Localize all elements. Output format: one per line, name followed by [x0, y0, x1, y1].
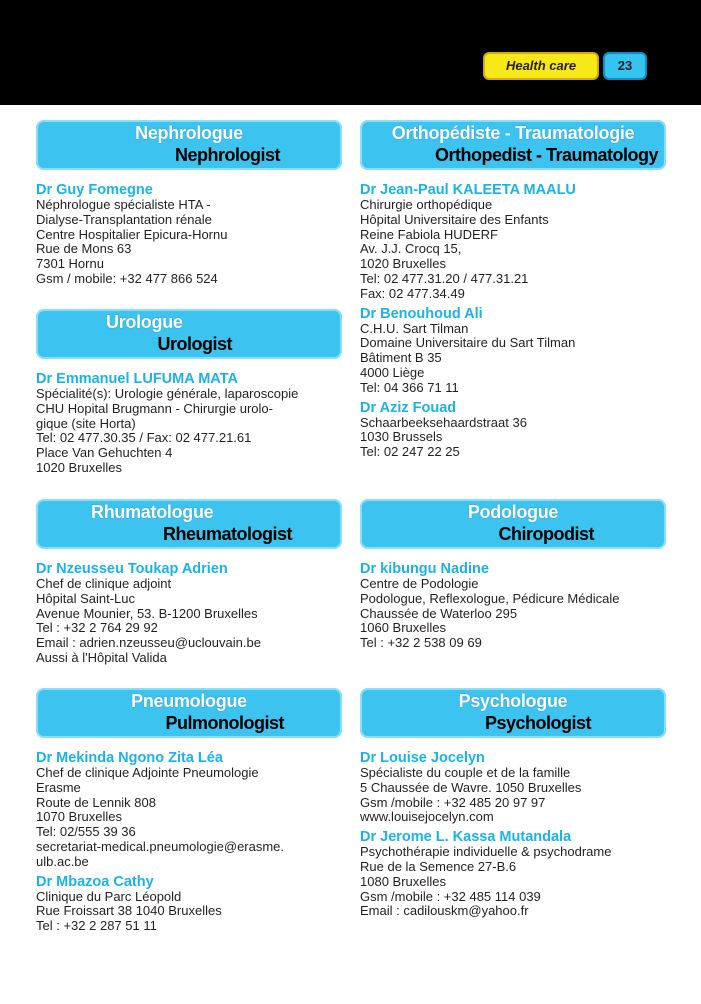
- doctor-detail-line: Tel: 04 366 71 11: [360, 379, 459, 395]
- doctor-name: Dr Benouhoud Ali: [360, 305, 483, 322]
- doctor-detail-line: Chef de clinique Adjointe Pneumologie: [36, 765, 259, 780]
- doctor-detail-line: Tel: 02 477.30.35 / Fax: 02 477.21.61: [36, 430, 252, 446]
- doctor-name: Dr Nzeusseu Toukap Adrien: [36, 561, 228, 577]
- doctor-detail-line: Schaarbeeksehaardstraat 36: [360, 414, 527, 430]
- doctor-detail-line: 7301 Hornu: [36, 256, 104, 272]
- doctor-entry: [360, 401, 670, 460]
- doctor-detail-line: 1020 Bruxelles: [360, 256, 446, 272]
- doctor-detail-line: Hôpital Saint-Luc: [36, 590, 135, 606]
- doctor-detail-line: Centre Hospitalier Epicura-Hornu: [36, 226, 228, 242]
- doctor-detail-line: Tel: 02/555 39 36: [36, 824, 136, 840]
- doctor-entry: [360, 562, 670, 651]
- section-header: [36, 688, 342, 738]
- doctor-detail-line: Fax: 02 477.34.49: [360, 285, 465, 301]
- doctor-detail-line: Centre de Podologie: [360, 576, 479, 591]
- doctor-detail-line: Bâtiment B 35: [360, 350, 442, 366]
- section-title-en: Psychologist: [484, 713, 591, 733]
- doctor-detail-line: Tel : +32 2 287 51 11: [36, 918, 157, 934]
- doctor-detail-line: Tel : +32 2 764 29 92: [36, 620, 158, 636]
- doctor-entry: [360, 751, 670, 825]
- doctor-detail-line: 1020 Bruxelles: [36, 459, 122, 475]
- doctor-detail-line: Podologue, Reflexologue, Pédicure Médicale: [360, 590, 620, 606]
- doctor-detail-line: Email : adrien.nzeusseu@uclouvain.be: [36, 635, 261, 651]
- section-title-en: Orthopedist - Traumatology: [434, 145, 658, 165]
- doctor-name: Dr kibungu Nadine: [360, 561, 489, 577]
- doctor-detail-line: Clinique du Parc Léopold: [36, 888, 182, 904]
- section-title-en: Rheumatologist: [162, 524, 292, 544]
- section-title-fr: Orthopédiste - Traumatologie: [391, 123, 635, 143]
- entries: [360, 562, 670, 656]
- section-header: [36, 499, 342, 549]
- section-title-en: Nephrologist: [175, 145, 280, 165]
- doctor-detail-line: Chaussée de Waterloo 295: [360, 605, 518, 621]
- doctor-detail-line: Tel : +32 2 538 09 69: [360, 635, 482, 651]
- doctor-name: Dr Mbazoa Cathy: [36, 873, 154, 890]
- section-header: [360, 688, 666, 738]
- doctor-detail-line: Av. J.J. Crocq 15,: [360, 241, 462, 257]
- doctor-detail-line: Email : cadilouskm@yahoo.fr: [360, 903, 529, 919]
- section-tag: Health care: [483, 52, 599, 80]
- doctor-detail-line: Hôpital Universitaire des Enfants: [360, 211, 549, 227]
- doctor-detail-line: www.louisejocelyn.com: [360, 809, 494, 825]
- doctor-detail-line: Dialyse-Transplantation rénale: [36, 211, 212, 227]
- doctor-entry: [360, 183, 670, 302]
- doctor-detail-line: 1030 Brussels: [360, 429, 443, 445]
- section-title-fr: Nephrologue: [135, 123, 243, 143]
- doctor-detail-line: ulb.ac.be: [36, 853, 89, 869]
- doctor-entry: [360, 307, 670, 396]
- section-title-fr: Rhumatologue: [91, 502, 214, 522]
- entries: [360, 183, 670, 465]
- entries: [360, 751, 670, 924]
- section-title-fr: Pneumologue: [131, 691, 247, 711]
- section-title-en: Pulmonologist: [165, 713, 284, 733]
- doctor-detail-line: Tel: 02 477.31.20 / 477.31.21: [360, 270, 529, 286]
- section-header: [36, 309, 342, 359]
- doctor-entry: [36, 751, 346, 870]
- doctor-name: Dr Louise Jocelyn: [360, 750, 485, 766]
- doctor-detail-line: 4000 Liège: [360, 364, 425, 380]
- doctor-detail-line: Gsm /mobile : +32 485 20 97 97: [360, 794, 546, 810]
- doctor-detail-line: Rue de la Semence 27-B.6: [360, 858, 517, 874]
- doctor-detail-line: Psychothérapie individuelle & psychodrame: [360, 844, 612, 860]
- doctor-detail-line: Erasme: [36, 779, 81, 795]
- doctor-entry: [36, 183, 346, 287]
- doctor-detail-line: Tel: 02 247 22 25: [360, 444, 460, 460]
- doctor-detail-line: Reine Fabiola HUDERF: [360, 226, 498, 242]
- doctor-name: Dr Emmanuel LUFUMA MATA: [36, 371, 238, 387]
- doctor-detail-line: Domaine Universitaire du Sart Tilman: [360, 335, 576, 351]
- doctor-detail-line: Néphrologue spécialiste HTA -: [36, 197, 211, 212]
- section-header: [360, 499, 666, 549]
- doctor-detail-line: 1060 Bruxelles: [360, 620, 446, 636]
- doctor-detail-line: Route de Lennik 808: [36, 794, 156, 810]
- entries: [36, 751, 346, 939]
- doctor-name: Dr Jean-Paul KALEETA MAALU: [360, 182, 576, 198]
- doctor-detail-line: Chef de clinique adjoint: [36, 576, 172, 591]
- entries: [36, 372, 346, 481]
- doctor-detail-line: Place Van Gehuchten 4: [36, 445, 173, 461]
- doctor-detail-line: Aussi à l'Hôpital Valida: [36, 649, 167, 665]
- doctor-entry: [36, 372, 346, 476]
- doctor-detail-line: Rue Froissart 38 1040 Bruxelles: [36, 903, 222, 919]
- doctor-detail-line: Chirurgie orthopédique: [360, 197, 493, 212]
- doctor-detail-line: 1070 Bruxelles: [36, 809, 122, 825]
- doctor-detail-line: C.H.U. Sart Tilman: [360, 320, 469, 336]
- section-header: [36, 120, 342, 170]
- doctor-detail-line: gique (site Horta): [36, 415, 136, 431]
- doctor-detail-line: Avenue Mounier, 53. B-1200 Bruxelles: [36, 605, 258, 621]
- doctor-detail-line: secretariat-medical.pneumologie@erasme.: [36, 838, 285, 854]
- doctor-detail-line: Gsm /mobile : +32 485 114 039: [360, 888, 541, 904]
- doctor-detail-line: Spécialité(s): Urologie générale, laparoscopie: [36, 386, 299, 401]
- doctor-detail-line: Rue de Mons 63: [36, 241, 132, 257]
- doctor-detail-line: Gsm / mobile: +32 477 866 524: [36, 270, 218, 286]
- doctor-entry: [360, 830, 670, 919]
- doctor-detail-line: 5 Chaussée de Wavre. 1050 Bruxelles: [360, 779, 582, 795]
- doctor-name: Dr Guy Fomegne: [36, 182, 153, 198]
- doctor-detail-line: Spécialiste du couple et de la famille: [360, 765, 571, 780]
- section-title-en: Urologist: [157, 334, 232, 354]
- doctor-detail-line: CHU Hopital Brugmann - Chirurgie urolo-: [36, 400, 273, 416]
- doctor-entry: [36, 875, 346, 934]
- entries: [36, 183, 346, 292]
- page-number: 23: [603, 52, 647, 80]
- section-title-fr: Urologue: [106, 312, 183, 332]
- doctor-name: Dr Jerome L. Kassa Mutandala: [360, 829, 572, 846]
- doctor-name: Dr Mekinda Ngono Zita Léa: [36, 750, 223, 766]
- doctor-name: Dr Aziz Fouad: [360, 399, 457, 416]
- section-title-fr: Psychologue: [458, 691, 568, 711]
- section-header: [360, 120, 666, 170]
- section-title-en: Chiropodist: [498, 524, 594, 544]
- doctor-entry: [36, 562, 346, 666]
- section-title-fr: Podologue: [467, 502, 559, 522]
- doctor-detail-line: 1080 Bruxelles: [360, 873, 446, 889]
- entries: [36, 562, 346, 671]
